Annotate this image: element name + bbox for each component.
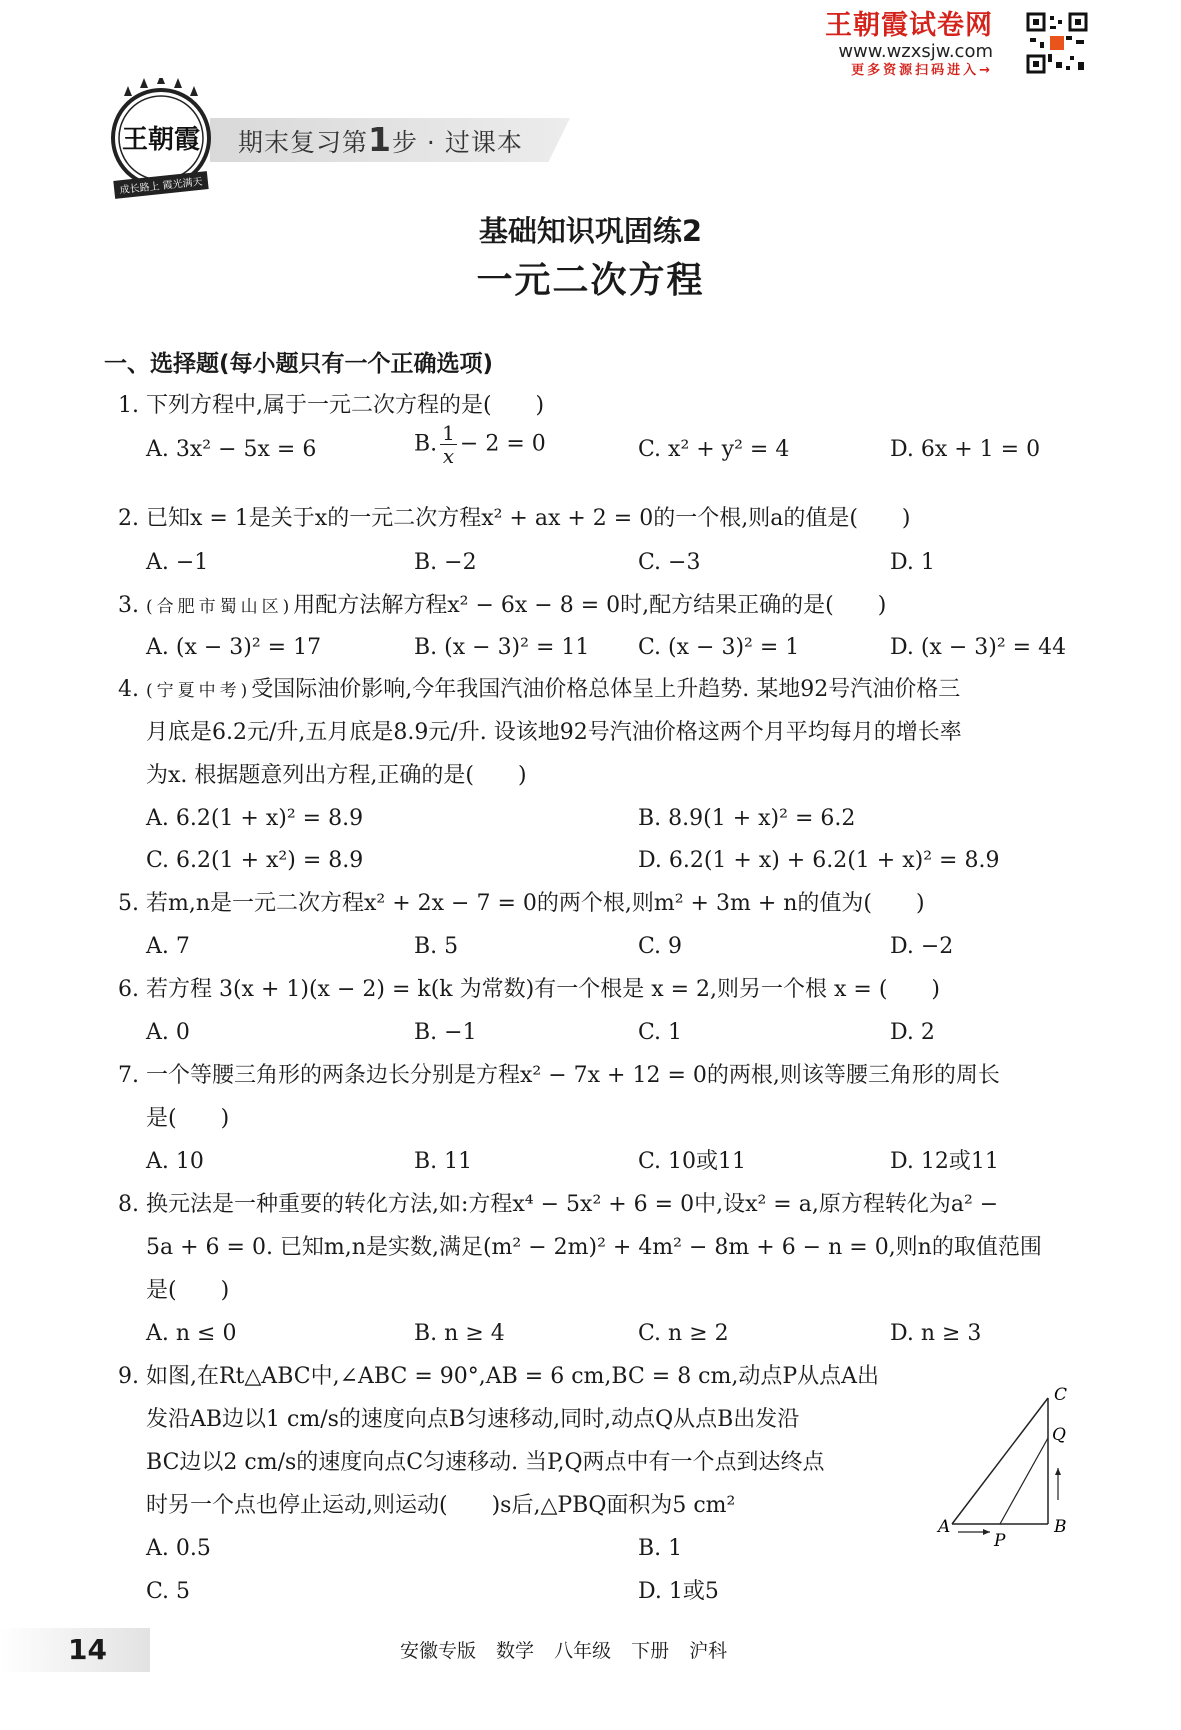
- q5-option-a: A. 7: [146, 934, 190, 959]
- qr-code-icon: [1026, 12, 1088, 74]
- banner-suffix: 步 · 过课本: [391, 128, 523, 157]
- q4-option-d: D. 6.2(1 + x) + 6.2(1 + x)² = 8.9: [638, 848, 1000, 873]
- q9-line2: 发沿AB边以1 cm/s的速度向点B匀速移动,同时,动点Q从点B出发沿: [146, 1407, 800, 1432]
- q1-option-c: C. x² + y² = 4: [638, 437, 790, 462]
- q4-option-b: B. 8.9(1 + x)² = 6.2: [638, 806, 856, 831]
- q9-option-a: A. 0.5: [146, 1536, 211, 1561]
- q3-stem-line: [118, 590, 886, 623]
- q6-option-b: B. −1: [414, 1020, 477, 1045]
- q8-line1: 8. 换元法是一种重要的转化方法,如:方程x⁴ − 5x² + 6 = 0中,设x² = a,原方程转化为a² −: [118, 1192, 999, 1217]
- q7-line2: 是( ): [146, 1106, 230, 1131]
- q6-option-a: A. 0: [146, 1020, 190, 1045]
- q1-b-den: x: [442, 444, 455, 468]
- logo-text: 王朝霞: [121, 125, 201, 155]
- q3-option-a: A. (x − 3)² = 17: [146, 635, 322, 660]
- section-heading: 一、选择题(每小题只有一个正确选项): [104, 351, 494, 377]
- q8-line3: 是( ): [146, 1278, 230, 1303]
- brand-block: [825, 10, 993, 80]
- banner-prefix: 期末复习第: [238, 128, 369, 157]
- q1-option-d: D. 6x + 1 = 0: [890, 437, 1041, 462]
- q8-option-b: B. n ≥ 4: [414, 1321, 505, 1346]
- q7-option-d: D. 12或11: [890, 1149, 999, 1174]
- fig-side-ac: [952, 1398, 1048, 1524]
- q3-source: (合肥市蜀山区): [146, 597, 294, 617]
- q5-option-b: B. 5: [414, 934, 459, 959]
- q2-option-a: A. −1: [146, 550, 209, 575]
- q4-option-a: A. 6.2(1 + x)² = 8.9: [146, 806, 364, 831]
- q3-option-c: C. (x − 3)² = 1: [638, 635, 800, 660]
- q9-option-c: C. 5: [146, 1579, 191, 1604]
- fig-label-c: C: [1054, 1385, 1068, 1405]
- q9-line4: 时另一个点也停止运动,则运动( )s后,△PBQ面积为5 cm²: [146, 1493, 736, 1518]
- q1-b-fraction: [440, 422, 457, 467]
- q7-option-a: A. 10: [146, 1149, 204, 1174]
- logo-motto: 成长路上 霞光满天: [119, 176, 204, 197]
- q7-option-c: C. 10或11: [638, 1149, 747, 1174]
- q2-option-b: B. −2: [414, 550, 477, 575]
- q4-line3: 为x. 根据题意列出方程,正确的是( ): [146, 763, 527, 788]
- q1-option-b: [414, 422, 546, 467]
- page-title: 一元二次方程: [476, 260, 705, 301]
- logo-badge-icon: [104, 78, 218, 206]
- q8-line2: 5a + 6 = 0. 已知m,n是实数,满足(m² − 2m)² + 4m² − 8m + 6 − n = 0,则n的取值范围: [146, 1235, 1042, 1260]
- q6-option-c: C. 1: [638, 1020, 683, 1045]
- brand-url: www.wzxsjw.com: [838, 41, 993, 62]
- q9-line1: 9. 如图,在Rt△ABC中,∠ABC = 90°,AB = 6 cm,BC = 8 cm,动点P从点A出: [118, 1364, 880, 1389]
- q2-option-c: C. −3: [638, 550, 701, 575]
- fig-arrow-p-head: [983, 1529, 990, 1535]
- q1-stem: 1. 下列方程中,属于一元二次方程的是( ): [118, 393, 545, 418]
- q9-option-d: D. 1或5: [638, 1579, 719, 1604]
- q4-source: (宁夏中考): [146, 681, 252, 701]
- subtitle: 基础知识巩固练2: [478, 214, 703, 248]
- fig-label-b: B: [1054, 1517, 1067, 1537]
- q1-option-a: A. 3x² − 5x = 6: [146, 437, 317, 462]
- q8-option-c: C. n ≥ 2: [638, 1321, 729, 1346]
- footer-info: 安徽专版 数学 八年级 下册 沪科: [400, 1640, 728, 1662]
- q7-line1: 7. 一个等腰三角形的两条边长分别是方程x² − 7x + 12 = 0的两根,则该等腰三角形的周长: [118, 1063, 1000, 1088]
- q1-b-num: 1: [442, 421, 455, 445]
- banner-text: [238, 121, 523, 162]
- q1-b-prefix: B.: [414, 431, 438, 457]
- fig-label-q: Q: [1052, 1425, 1066, 1445]
- q9-triangle-figure: [930, 1384, 1070, 1550]
- q5-stem: 5. 若m,n是一元二次方程x² + 2x − 7 = 0的两个根,则m² + 3m + n的值为( ): [118, 891, 925, 916]
- q6-stem: 6. 若方程 3(x + 1)(x − 2) = k(k 为常数)有一个根是 x = 2,则另一个根 x = ( ): [118, 977, 940, 1002]
- q4-line1-text: 受国际油价影响,今年我国汽油价格总体呈上升趋势. 某地92号汽油价格三: [251, 677, 961, 702]
- q6-option-d: D. 2: [890, 1020, 935, 1045]
- q8-option-d: D. n ≥ 3: [890, 1321, 982, 1346]
- q3-stem: 用配方法解方程x² − 6x − 8 = 0时,配方结果正确的是( ): [293, 593, 887, 618]
- brand-more: 更多资源扫码进入→: [851, 63, 993, 78]
- fig-arrow-q-head: [1055, 1468, 1061, 1475]
- q5-option-d: D. −2: [890, 934, 954, 959]
- q4-option-c: C. 6.2(1 + x²) = 8.9: [146, 848, 364, 873]
- q5-option-c: C. 9: [638, 934, 683, 959]
- brand-name: 王朝霞试卷网: [825, 10, 993, 41]
- q7-option-b: B. 11: [414, 1149, 473, 1174]
- q9-line3: BC边以2 cm/s的速度向点C匀速移动. 当P,Q两点中有一个点到达终点: [146, 1450, 825, 1475]
- q4-line1: [118, 674, 960, 707]
- fig-label-p: P: [994, 1531, 1006, 1550]
- q2-stem: 2. 已知x = 1是关于x的一元二次方程x² + ax + 2 = 0的一个根,则a的值是( ): [118, 506, 911, 531]
- q2-option-d: D. 1: [890, 550, 935, 575]
- q1-b-suffix: − 2 = 0: [459, 431, 546, 457]
- fig-label-a: A: [938, 1517, 951, 1537]
- q4-number: 4.: [118, 677, 139, 702]
- q8-option-a: A. n ≤ 0: [146, 1321, 237, 1346]
- page-number: 14: [68, 1633, 107, 1666]
- banner-number: 1: [368, 120, 392, 159]
- q9-option-b: B. 1: [638, 1536, 683, 1561]
- q3-option-b: B. (x − 3)² = 11: [414, 635, 590, 660]
- q4-line2: 月底是6.2元/升,五月底是8.9元/升. 设该地92号汽油价格这两个月平均每月的增长率: [146, 720, 962, 745]
- q3-option-d: D. (x − 3)² = 44: [890, 635, 1067, 660]
- q3-number: 3.: [118, 593, 139, 618]
